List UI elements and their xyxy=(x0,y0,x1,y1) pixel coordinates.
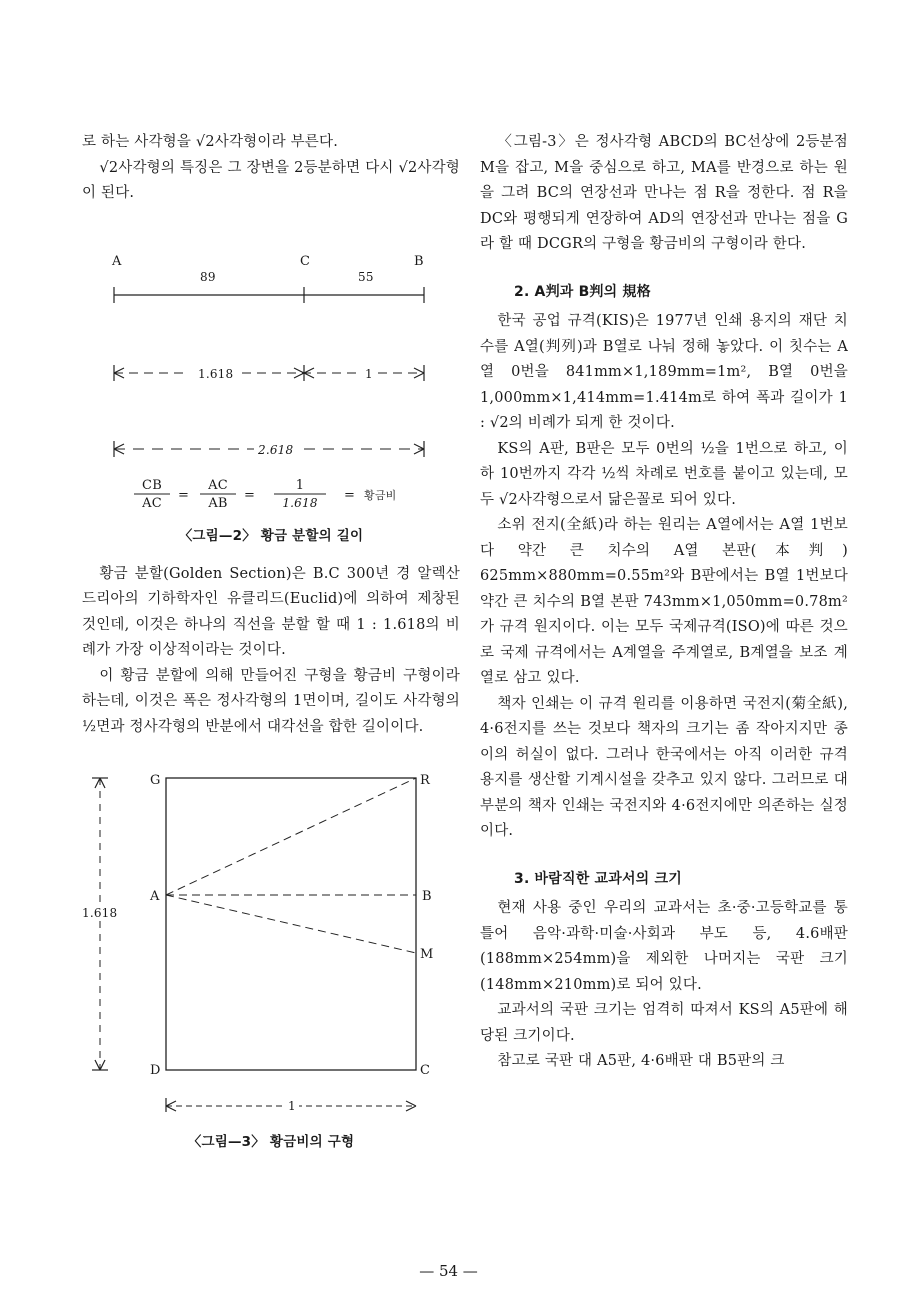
segment-ac-value: 89 xyxy=(200,269,216,284)
paragraph: 참고로 국판 대 A5판, 4·6배판 대 B5판의 크 xyxy=(497,1053,785,1069)
label-a: A xyxy=(150,889,160,904)
line-am xyxy=(166,895,416,953)
paragraph: 황금 분할(Golden Section)은 B.C 300년 경 알렉산드리아의 기하학자인 유클리드(Euclid)에 의하여 제창된 것인데, 이것은 하나의 직선을 분할 할 때 1 : 1.618의 비례가 가장 이상적이라는 것이다. xyxy=(82,565,460,658)
label-b: B xyxy=(422,889,432,904)
dimension-value-total: 2.618 xyxy=(258,442,294,457)
paragraph: 한국 공업 규격(KIS)은 1977년 인쇄 용지의 재단 치수를 A열(判列)과 B열로 나눠 정해 놓았다. 이 칫수는 A열 0번을 841mm×1,189mm=1m², B열 0번을 1,000mm×1,414mm=1.414m로 하여 폭과 길이가 1 : √2의 비례가 되게 한 것이다. xyxy=(480,313,848,431)
figure-caption: 〈그림—3〉 황금비의 구형 xyxy=(187,1133,355,1150)
formula-result: 황금비 xyxy=(364,488,397,502)
right-column xyxy=(480,130,848,1075)
svg-text:=: = xyxy=(178,487,190,503)
label-d: D xyxy=(150,1063,161,1078)
paragraph: 이 황금 분할에 의해 만들어진 구형을 황금비 구형이라 하는데, 이것은 폭은 정사각형의 1면이며, 길이도 사각형의 ½면과 정사각형의 반분에서 대각선을 합한 길이이다. xyxy=(82,667,460,735)
height-value: 1.618 xyxy=(82,906,118,920)
fraction-denominator: AB xyxy=(208,495,228,507)
paragraph: √2사각형의 특징은 그 장변을 2등분하면 다시 √2사각형이 된다. xyxy=(82,159,460,201)
paragraph: KS의 A판, B판은 모두 0번의 ½을 1번으로 하고, 이하 10번까지 각각 ½씩 차례로 번호를 붙이고 있는데, 모두 √2사각형으로서 닮은꼴로 되어 있다. xyxy=(480,440,848,508)
label-a: A xyxy=(112,253,122,269)
fraction-denominator: 1.618 xyxy=(282,495,318,507)
paragraph: 책자 인쇄는 이 규격 원리를 이용하면 국전지(菊全紙), 4·6전지를 쓰는 것보다 책자의 크기는 좀 작아지지만 종이의 허실이 없다. 그러나 한국에서는 아직 이러한 규격 용지를 생산할 기계시설을 갖추고 있지 않다. 그러므로 대부분의 책자 인쇄는 국전지와 4·6전지에만 의존하는 실정이다. xyxy=(480,695,848,839)
rectangle-dcgr xyxy=(166,778,416,1070)
figure-3 xyxy=(82,770,460,1155)
paragraph: 로 하는 사각형을 √2사각형이라 부른다. xyxy=(82,134,339,150)
left-column xyxy=(82,130,460,1155)
fraction-numerator: AC xyxy=(208,477,228,493)
fraction-numerator: CB xyxy=(142,477,162,493)
golden-rectangle-diagram xyxy=(82,770,460,1112)
label-r: R xyxy=(420,773,430,788)
segment-cb-value: 55 xyxy=(358,269,374,284)
figure-caption: 〈그림—2〉 황금 분할의 길이 xyxy=(178,528,364,544)
line-ar xyxy=(166,778,416,895)
label-g: G xyxy=(150,773,161,788)
fraction-numerator: 1 xyxy=(295,477,305,493)
svg-text:=: = xyxy=(344,487,356,503)
figure-2 xyxy=(82,237,460,550)
section-heading: 2. A判과 B判의 規格 xyxy=(514,283,651,300)
width-value: 1 xyxy=(288,1099,296,1112)
paragraph: 현재 사용 중인 우리의 교과서는 초·중·고등학교를 통틀어 음악·과학·미술·사회과 부도 등, 4.6배판(188mm×254mm)을 제외한 나머지는 국판 크기(148mm×210mm)로 되어 있다. xyxy=(480,900,848,993)
label-m: M xyxy=(420,947,434,962)
label-c: C xyxy=(420,1063,431,1078)
paragraph: 교과서의 국판 크기는 엄격히 따져서 KS의 A5판에 해당된 크기이다. xyxy=(480,1002,848,1044)
paragraph: 〈그림-3〉은 정사각형 ABCD의 BC선상에 2등분점 M을 잡고, M을 중심으로 하고, MA를 반경으로 하는 원을 그려 BC의 연장선과 만나는 점 R을 정한다. 점 R을 DC와 평행되게 연장하여 AD의 연장선과 만나는 점을 G라 할 때 DCGR의 구형을 황금비의 구형이라 한다. xyxy=(480,134,848,252)
dimension-value-left: 1.618 xyxy=(198,366,234,381)
dimension-value-right: 1 xyxy=(365,366,373,381)
page-number: — 54 — xyxy=(419,1262,478,1280)
golden-ratio-formula xyxy=(134,478,396,507)
section-heading: 3. 바람직한 교과서의 크기 xyxy=(514,870,682,887)
golden-section-diagram xyxy=(82,237,460,507)
paragraph: 소위 전지(全紙)라 하는 원리는 A열에서는 A열 1번보다 약간 큰 치수의 A열 본판(本判) 625mm×880mm=0.55m²와 B판에서는 B열 1번보다 약간 큰 치수의 B열 본판 743mm×1,050mm=0.78m²가 규격 원지이다. 이는 모두 국제규격(ISO)에 따른 것으로 국제 규격에서는 A계열을 주계열로, B계열을 보조 계열로 삼고 있다. xyxy=(480,517,848,686)
svg-text:=: = xyxy=(244,487,256,503)
label-c: C xyxy=(300,253,311,269)
fraction-denominator: AC xyxy=(142,495,162,507)
label-b: B xyxy=(414,253,424,269)
